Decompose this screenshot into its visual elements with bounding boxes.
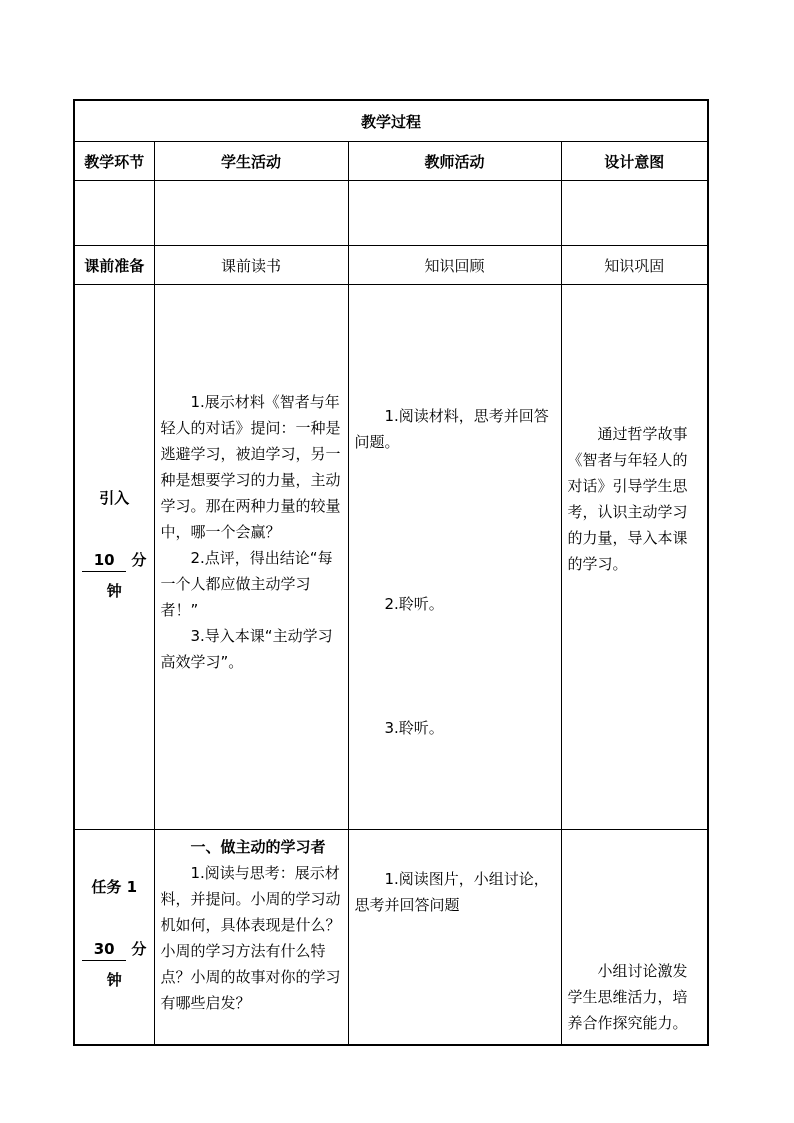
header-student-activity: 学生活动 [154, 142, 348, 181]
task1-stage-name: 任务 1 [91, 878, 138, 896]
intro-teacher-cell [348, 285, 561, 830]
task1-intent: 小组讨论激发学生思维活力，培养合作探究能力。 [567, 962, 688, 1032]
blank-cell [561, 181, 708, 246]
header-row [74, 142, 708, 181]
intro-teacher-item: 3.聆听。 [384, 719, 444, 737]
task1-minutes: 30 [82, 938, 126, 961]
intro-row [74, 285, 708, 830]
intro-student-cell [154, 285, 348, 830]
intro-intent-cell [561, 285, 708, 830]
prep-row [74, 246, 708, 285]
task1-teacher-cell [348, 830, 561, 1046]
header-stage: 教学环节 [74, 142, 154, 181]
intro-unit-2: 钟 [106, 582, 122, 600]
task1-student-cell [154, 830, 348, 1046]
prep-student: 课前读书 [154, 246, 348, 285]
task1-stage-cell [74, 830, 154, 1046]
table-title: 教学过程 [74, 100, 708, 142]
intro-student-item: 1.展示材料《智者与年轻人的对话》提问：一种是逃避学习，被迫学习，另一种是想要学习的力量，主动学习。那在两种力量的较量中，哪一个会赢？ [160, 393, 341, 541]
task1-student-heading: 一、做主动的学习者 [190, 838, 326, 856]
teaching-process-table [73, 99, 709, 1046]
blank-cell [154, 181, 348, 246]
task1-row [74, 830, 708, 1046]
header-teacher-activity: 教师活动 [348, 142, 561, 181]
prep-teacher: 知识回顾 [348, 246, 561, 285]
intro-student-item: 2.点评，得出结论“每一个人都应做主动学习者！” [160, 549, 333, 619]
intro-minutes: 10 [82, 549, 126, 572]
task1-teacher-item: 1.阅读图片，小组讨论，思考并回答问题 [354, 870, 549, 914]
intro-unit-1: 分 [131, 551, 147, 569]
intro-student-item: 3.导入本课“主动学习 高效学习”。 [160, 627, 333, 671]
blank-cell [74, 181, 154, 246]
blank-cell [348, 181, 561, 246]
intro-intent: 通过哲学故事《智者与年轻人的对话》引导学生思考，认识主动学习的力量，导入本课的学习。 [567, 425, 688, 573]
intro-stage-name: 引入 [99, 489, 130, 507]
task1-unit-2: 钟 [106, 971, 122, 989]
header-design-intent: 设计意图 [561, 142, 708, 181]
intro-stage-cell [74, 285, 154, 830]
task1-unit-1: 分 [131, 940, 147, 958]
intro-teacher-item: 2.聆听。 [384, 595, 444, 613]
task1-intent-cell [561, 830, 708, 1046]
task1-student-item: 1.阅读与思考：展示材料，并提问。小周的学习动机如何，具体表现是什么？小周的学习方法有什么特点？小周的故事对你的学习有哪些启发？ [160, 864, 341, 1012]
blank-row [74, 181, 708, 246]
prep-stage: 课前准备 [74, 246, 154, 285]
intro-teacher-item: 1.阅读材料，思考并回答问题。 [354, 407, 549, 451]
prep-intent: 知识巩固 [561, 246, 708, 285]
